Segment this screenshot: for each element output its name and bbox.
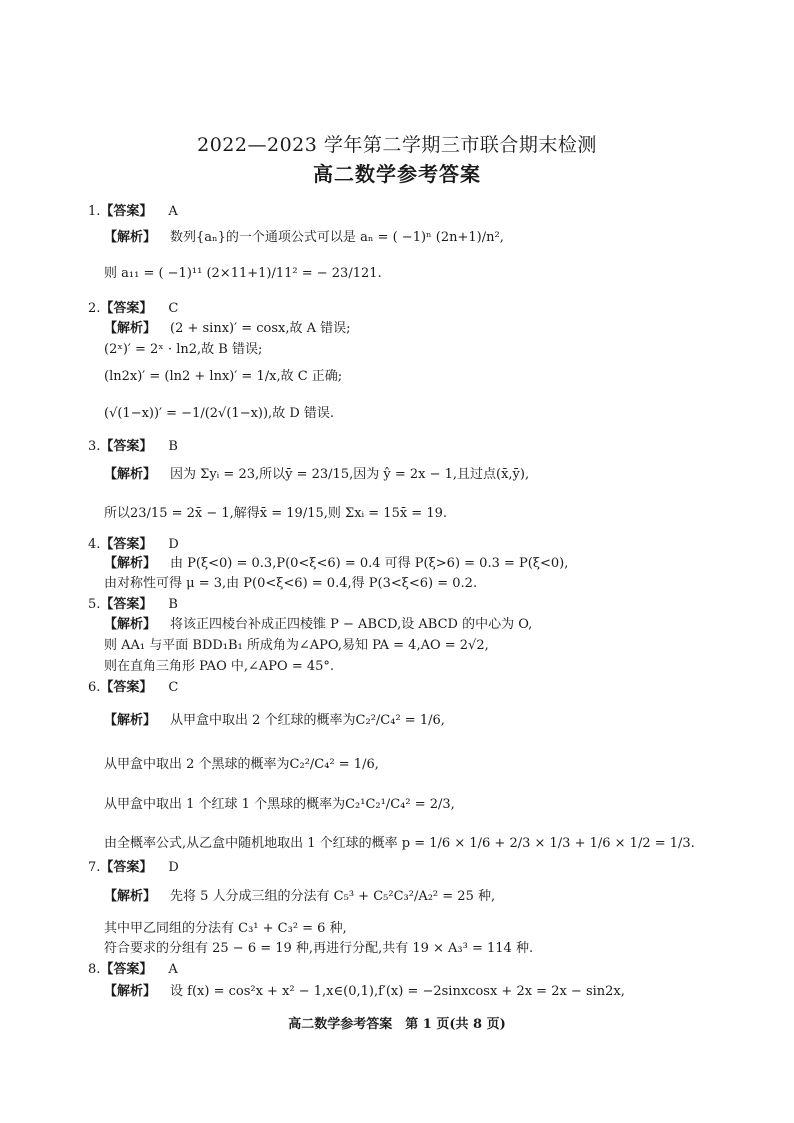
- analysis-line: (√(1−x))′ = −1/(2√(1−x)),故 D 错误.: [104, 406, 335, 421]
- analysis-line: (2 + sinx)′ = cosx,故 A 错误;: [170, 321, 351, 336]
- answer-value: D: [168, 860, 179, 875]
- analysis-label: 【解析】: [104, 230, 157, 245]
- analysis-line: 先将 5 人分成三组的分法有 C₅³ + C₅²C₃²/A₂² = 25 种,: [170, 889, 496, 904]
- analysis-label: 【解析】: [104, 617, 157, 632]
- question-5-answer: [88, 596, 178, 614]
- question-6-analysis: [104, 712, 445, 730]
- question-number: 6.: [88, 680, 101, 695]
- question-number: 2.: [88, 301, 101, 316]
- question-7-answer: [88, 859, 179, 877]
- answer-label: 【答案】: [100, 860, 153, 875]
- question-3-analysis: [104, 466, 529, 484]
- question-number: 1.: [88, 204, 101, 219]
- analysis-label: 【解析】: [104, 321, 157, 336]
- analysis-label: 【解析】: [104, 467, 157, 482]
- analysis-label: 【解析】: [104, 713, 157, 728]
- answer-value: A: [168, 204, 178, 219]
- question-number: 7.: [88, 860, 101, 875]
- answer-label: 【答案】: [100, 597, 153, 612]
- question-5-analysis: [104, 616, 532, 634]
- analysis-line: 其中甲乙同组的分法有 C₃¹ + C₃² = 6 种,: [104, 921, 347, 936]
- question-8-analysis: [104, 983, 625, 1001]
- answer-label: 【答案】: [100, 204, 153, 219]
- analysis-line: 所以23/15 = 2x̄ − 1,解得x̄ = 19/15,则 Σxᵢ = 15x̄ = 19.: [104, 506, 448, 521]
- question-number: 3.: [88, 439, 101, 454]
- analysis-label: 【解析】: [104, 889, 157, 904]
- answer-value: B: [168, 597, 178, 612]
- question-4-analysis: [104, 555, 568, 573]
- analysis-line: (ln2x)′ = (ln2 + lnx)′ = 1/x,故 C 正确;: [104, 369, 343, 384]
- answer-label: 【答案】: [100, 537, 153, 552]
- analysis-line: 由对称性可得 μ = 3,由 P(0<ξ<6) = 0.4,得 P(3<ξ<6) = 0.2.: [104, 576, 478, 591]
- answer-value: A: [168, 962, 178, 977]
- answer-label: 【答案】: [100, 962, 153, 977]
- analysis-line: 数列{aₙ}的一个通项公式可以是 aₙ = ( −1)ⁿ (2n+1)/n²,: [170, 230, 504, 245]
- analysis-line: 由全概率公式,从乙盒中随机地取出 1 个红球的概率 p = 1/6 × 1/6 + 2/3 × 1/3 + 1/6 × 1/2 = 1/3.: [104, 836, 695, 851]
- analysis-line: 由 P(ξ<0) = 0.3,P(0<ξ<6) = 0.4 可得 P(ξ>6) = 0.3 = P(ξ<0),: [170, 556, 569, 571]
- question-number: 8.: [88, 962, 101, 977]
- question-6-answer: [88, 679, 178, 697]
- page-footer: 高二数学参考答案 第 1 页(共 8 页): [288, 1017, 506, 1032]
- question-7-analysis: [104, 888, 495, 906]
- question-2-analysis: [104, 320, 351, 338]
- document-title: 2022—2023 学年第二学期三市联合期末检测: [197, 134, 597, 156]
- analysis-line: (2ˣ)′ = 2ˣ · ln2,故 B 错误;: [104, 342, 263, 357]
- answer-value: C: [168, 680, 179, 695]
- answer-label: 【答案】: [100, 301, 153, 316]
- answer-label: 【答案】: [100, 439, 153, 454]
- question-8-answer: [88, 961, 178, 979]
- analysis-line: 从甲盒中取出 2 个红球的概率为C₂²/C₄² = 1/6,: [170, 713, 445, 728]
- analysis-line: 则 a₁₁ = ( −1)¹¹ (2×11+1)/11² = − 23/121.: [104, 266, 382, 281]
- answer-value: D: [168, 537, 179, 552]
- question-1-answer: [88, 203, 178, 221]
- answer-value: C: [168, 301, 179, 316]
- analysis-line: 从甲盒中取出 2 个黑球的概率为C₂²/C₄² = 1/6,: [104, 757, 379, 772]
- analysis-label: 【解析】: [104, 556, 157, 571]
- analysis-line: 设 f(x) = cos²x + x² − 1,x∈(0,1),f′(x) = −2sinxcosx + 2x = 2x − sin2x,: [170, 984, 625, 999]
- question-3-answer: [88, 438, 178, 456]
- question-1-analysis: [104, 229, 504, 247]
- analysis-line: 因为 Σyᵢ = 23,所以ȳ = 23/15,因为 ŷ = 2x − 1,且过点(x̄,ȳ),: [170, 467, 530, 482]
- answer-label: 【答案】: [100, 680, 153, 695]
- analysis-line: 从甲盒中取出 1 个红球 1 个黑球的概率为C₂¹C₂¹/C₄² = 2/3,: [104, 797, 455, 812]
- document-subtitle: 高二数学参考答案: [313, 162, 481, 186]
- question-number: 5.: [88, 597, 101, 612]
- answer-value: B: [168, 439, 178, 454]
- analysis-line: 则 AA₁ 与平面 BDD₁B₁ 所成角为∠APO,易知 PA = 4,AO = 2√2,: [104, 638, 489, 653]
- analysis-line: 则在直角三角形 PAO 中,∠APO = 45°.: [104, 659, 335, 674]
- question-2-answer: [88, 300, 178, 318]
- analysis-line: 将该正四棱台补成正四棱锥 P − ABCD,设 ABCD 的中心为 O,: [170, 617, 533, 632]
- analysis-line: 符合要求的分组有 25 − 6 = 19 种,再进行分配,共有 19 × A₃³ = 114 种.: [104, 941, 534, 956]
- question-4-answer: [88, 536, 179, 554]
- question-number: 4.: [88, 537, 101, 552]
- analysis-label: 【解析】: [104, 984, 157, 999]
